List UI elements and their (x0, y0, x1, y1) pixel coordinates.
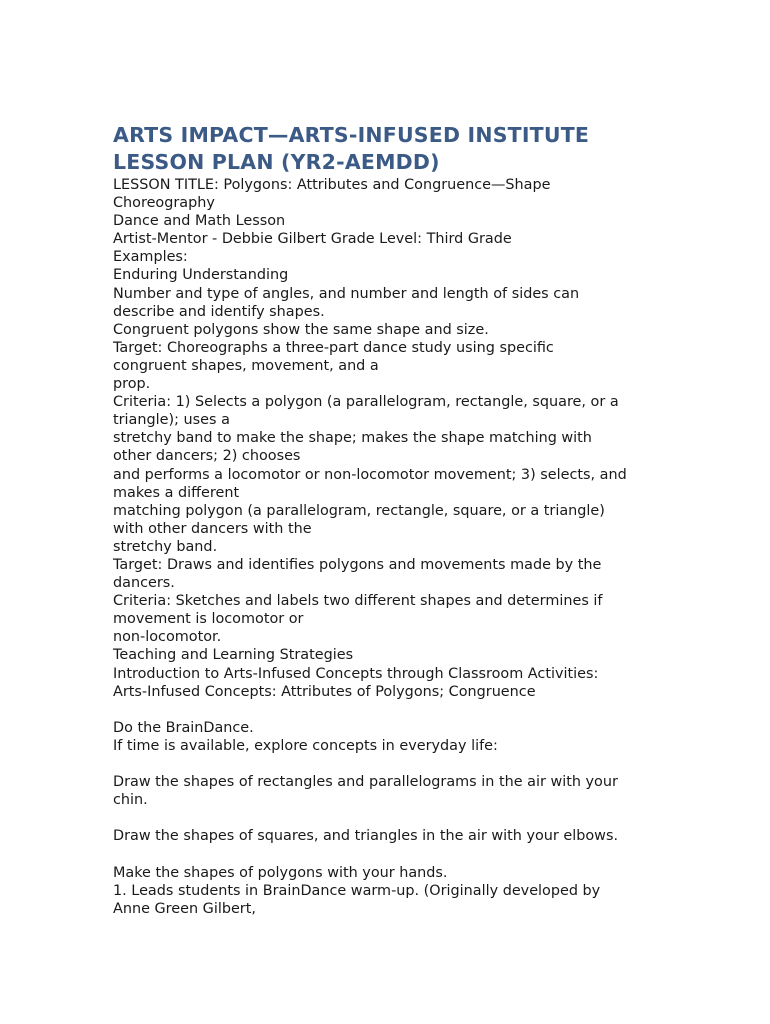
text-line: stretchy band. (113, 538, 218, 555)
blank-line (113, 701, 663, 719)
text-line: Anne Green Gilbert, (113, 900, 256, 917)
text-line: with other dancers with the (113, 520, 312, 537)
text-line: triangle); uses a (113, 412, 230, 429)
blank-line (113, 809, 663, 827)
text-line: chin. (113, 792, 148, 809)
text-line: and performs a locomotor or non-locomotor movement; 3) selects, and (113, 466, 627, 483)
title-line: LESSON PLAN (YR2-AEMDD) (113, 150, 440, 174)
text-line: 1. Leads students in BrainDance warm-up. (Originally developed by (113, 882, 601, 899)
document-title (113, 122, 663, 176)
text-line: Examples: (113, 249, 188, 266)
blank-line (113, 755, 663, 773)
text-line: Target: Draws and identifies polygons and movements made by the (113, 556, 602, 573)
text-line: stretchy band to make the shape; makes the shape matching with (113, 430, 592, 447)
text-line: Dance and Math Lesson (113, 213, 286, 230)
document-body (113, 176, 663, 918)
document-page (113, 122, 663, 918)
title-line: ARTS IMPACT—ARTS-INFUSED INSTITUTE (113, 123, 590, 147)
text-line: Draw the shapes of rectangles and parallelograms in the air with your (113, 774, 618, 791)
text-line: Criteria: Sketches and labels two different shapes and determines if (113, 593, 603, 610)
text-line: congruent shapes, movement, and a (113, 357, 379, 374)
text-line: movement is locomotor or (113, 611, 304, 628)
text-line: Criteria: 1) Selects a polygon (a parallelogram, rectangle, square, or a (113, 394, 619, 411)
text-line: Choreography (113, 195, 215, 212)
text-line: LESSON TITLE: Polygons: Attributes and Congruence—Shape (113, 177, 551, 193)
blank-line (113, 845, 663, 863)
text-line: non-locomotor. (113, 629, 222, 646)
text-line: Number and type of angles, and number and length of sides can (113, 285, 580, 302)
text-line: Draw the shapes of squares, and triangles in the air with your elbows. (113, 828, 619, 845)
text-line: Teaching and Learning Strategies (113, 647, 354, 664)
text-line: Arts-Infused Concepts: Attributes of Polygons; Congruence (113, 683, 536, 700)
text-line: Make the shapes of polygons with your hands. (113, 864, 448, 881)
text-line: Artist-Mentor - Debbie Gilbert Grade Level: Third Grade (113, 231, 512, 248)
text-line: describe and identify shapes. (113, 303, 325, 320)
text-line: Congruent polygons show the same shape and size. (113, 321, 489, 338)
text-line: matching polygon (a parallelogram, rectangle, square, or a triangle) (113, 502, 605, 519)
text-line: If time is available, explore concepts in everyday life: (113, 737, 498, 754)
text-line: Introduction to Arts-Infused Concepts through Classroom Activities: (113, 665, 599, 682)
text-line: Target: Choreographs a three-part dance study using specific (113, 339, 554, 356)
text-line: Do the BrainDance. (113, 719, 254, 736)
text-line: prop. (113, 376, 151, 393)
text-line: Enduring Understanding (113, 267, 289, 284)
text-line: other dancers; 2) chooses (113, 448, 301, 465)
text-line: makes a different (113, 484, 240, 501)
text-line: dancers. (113, 575, 175, 592)
